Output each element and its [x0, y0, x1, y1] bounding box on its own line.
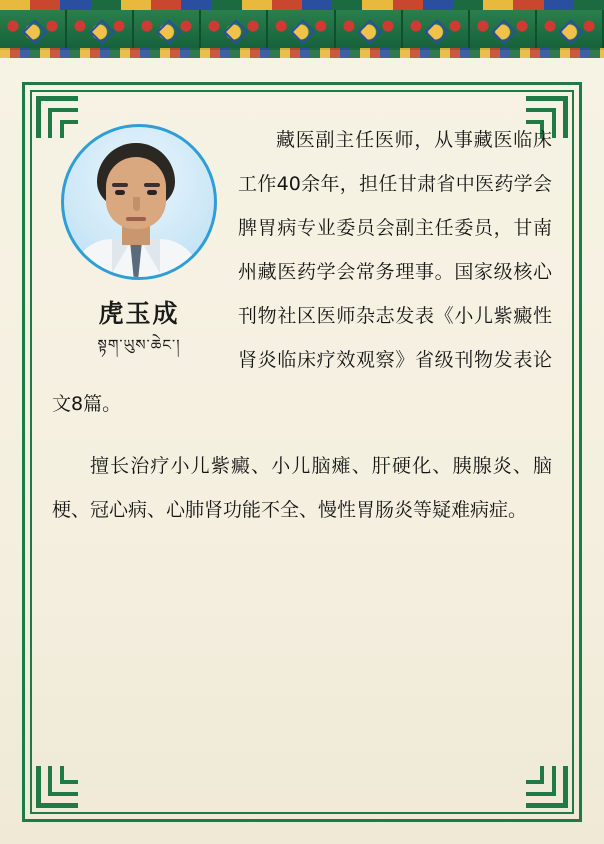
top-decorative-banner	[0, 0, 604, 58]
banner-motif-4	[268, 10, 335, 50]
bio-paragraph-1: 藏医副主任医师，从事藏医临床工作40余年，担任甘肃省中医药学会脾胃病专业委员会副主任委员，甘南州藏医药学会常务理事。国家级核心刊物社区医师杂志发表《小儿紫癜性肾炎临床疗效观察》省级刊物发表论文8篇。	[52, 129, 552, 415]
banner-motif-8	[537, 10, 604, 50]
paper-background	[0, 58, 604, 844]
portrait-text-wrap-spacer	[52, 118, 238, 366]
banner-motif-3	[201, 10, 268, 50]
banner-motif-0	[0, 10, 67, 50]
banner-motif-5	[336, 10, 403, 50]
doctor-biography	[52, 118, 552, 532]
banner-motif-6	[403, 10, 470, 50]
banner-motif-2	[134, 10, 201, 50]
bio-paragraph-2: 擅长治疗小儿紫癜、小儿脑瘫、肝硬化、胰腺炎、脑梗、冠心病、心肺肾功能不全、慢性胃肠炎等疑难病症。	[52, 455, 552, 521]
banner-motif-7	[470, 10, 537, 50]
banner-bottom-edge	[0, 48, 604, 58]
banner-motif-row	[0, 10, 604, 50]
doctor-name: 虎玉成	[98, 299, 180, 328]
banner-motif-1	[67, 10, 134, 50]
doctor-name-tibetan: སྟག་ཡུས་ཆེང་།	[97, 337, 181, 354]
poster-content	[52, 110, 552, 792]
